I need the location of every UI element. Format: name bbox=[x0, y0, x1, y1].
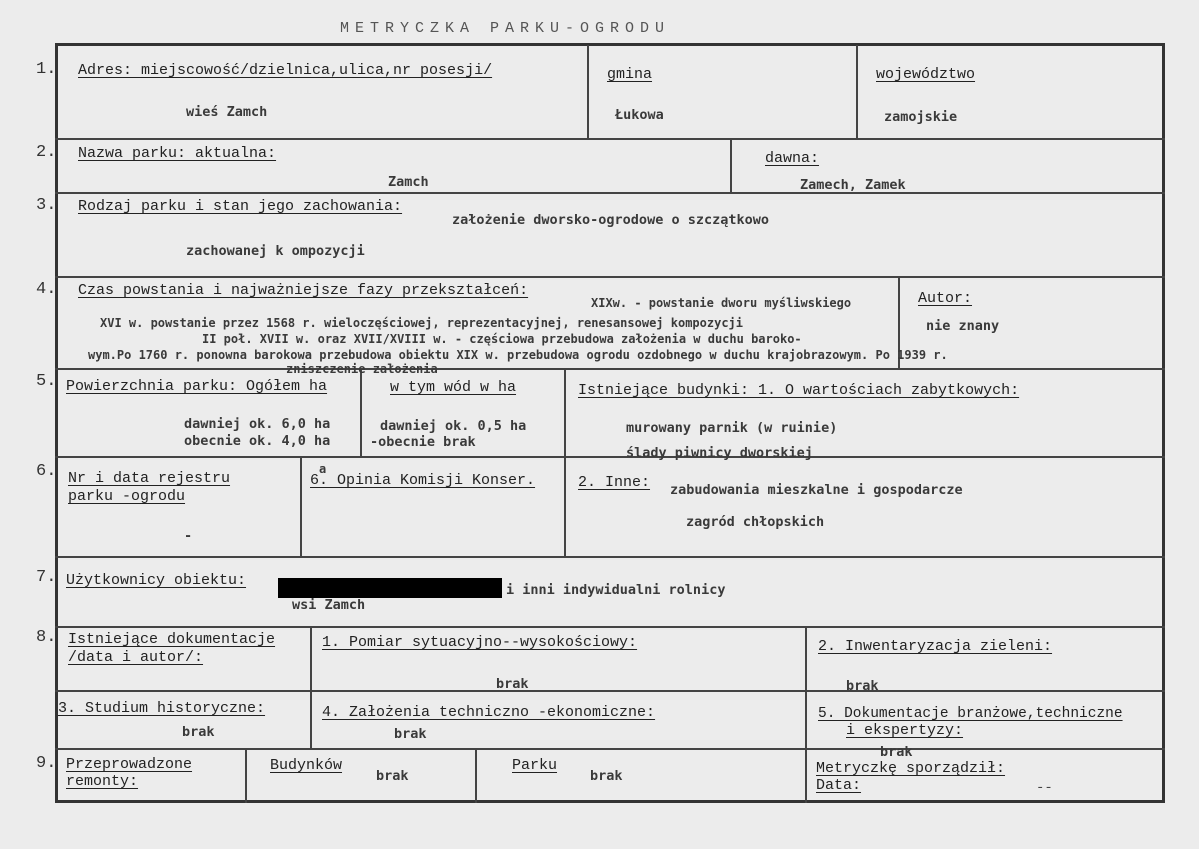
conservator-opinion-label: 6. Opinia Komisji Konser. bbox=[310, 472, 536, 489]
gmina-label: gmina bbox=[607, 66, 653, 83]
branch-documentation-value: brak bbox=[880, 744, 913, 760]
historic-building-value: murowany parnik (w ruinie) bbox=[626, 420, 838, 436]
row-number: 2. bbox=[36, 143, 57, 162]
water-area-label: w tym wód w ha bbox=[390, 379, 517, 396]
row-number: 1. bbox=[36, 60, 57, 79]
buildings-repairs-value: brak bbox=[376, 768, 409, 784]
technical-assumptions-label: 4. Założenia techniczno -ekonomiczne: bbox=[322, 704, 656, 721]
row-number: 6. bbox=[36, 462, 57, 481]
park-name-label: Nazwa parku: aktualna: bbox=[78, 145, 277, 162]
park-name-value: Zamch bbox=[388, 174, 429, 190]
prepared-by-label: Metryczkę sporządził: bbox=[816, 760, 1006, 777]
opinion-superscript: a bbox=[319, 462, 327, 476]
register-label: Nr i data rejestru bbox=[68, 470, 231, 487]
row-number: 8. bbox=[36, 628, 57, 647]
rule bbox=[55, 626, 1165, 628]
historic-building-value: ślady piwnicy dworskiej bbox=[626, 445, 813, 461]
survey-label: 1. Pomiar sytuacyjno--wysokościowy: bbox=[322, 634, 638, 651]
greenery-inventory-value: brak bbox=[846, 678, 879, 694]
rule bbox=[245, 748, 247, 803]
other-buildings-value: zabudowania mieszkalne i gospodarcze bbox=[670, 482, 963, 498]
park-repairs-label: Parku bbox=[512, 757, 558, 774]
documentation-label-cont: /data i autor/: bbox=[68, 649, 204, 666]
greenery-inventory-label: 2. Inwentaryzacja zieleni: bbox=[818, 638, 1053, 655]
rule bbox=[55, 748, 1165, 750]
rule bbox=[475, 748, 477, 803]
buildings-repairs-label: Budynków bbox=[270, 757, 343, 774]
other-buildings-value-cont: zagród chłopskich bbox=[686, 514, 825, 530]
park-type-value: założenie dworsko-ogrodowe o szczątkowo bbox=[452, 212, 769, 228]
history-phases-label: Czas powstania i najważniejsze fazy przekształceń: bbox=[78, 282, 529, 299]
documentation-label: Istniejące dokumentacje bbox=[68, 631, 276, 648]
rule bbox=[360, 368, 362, 456]
existing-buildings-label: Istniejące budynki: 1. O wartościach zabytkowych: bbox=[578, 382, 1020, 399]
rule bbox=[55, 368, 1165, 370]
date-label: Data: bbox=[816, 777, 862, 794]
repairs-label: Przeprowadzone bbox=[66, 756, 193, 773]
history-line: zniszczenie założenia bbox=[286, 362, 438, 376]
redaction-bar bbox=[278, 578, 502, 598]
voivodeship-value: zamojskie bbox=[884, 109, 958, 125]
other-buildings-label: 2. Inne: bbox=[578, 474, 651, 491]
rule bbox=[805, 626, 807, 803]
voivodeship-label: województwo bbox=[876, 66, 976, 83]
survey-value: brak bbox=[496, 676, 529, 692]
water-former-value: dawniej ok. 0,5 ha bbox=[380, 418, 527, 434]
row-number: 9. bbox=[36, 754, 57, 773]
row-number: 5. bbox=[36, 372, 57, 391]
rule bbox=[55, 276, 1165, 278]
history-line: XVI w. powstanie przez 1568 r. wieloczęściowej, reprezentacyjnej, renesansowej kompozycji bbox=[100, 316, 743, 330]
users-value-cont: wsi Zamch bbox=[292, 597, 366, 613]
branch-documentation-label: 5. Dokumentacje branżowe,techniczne bbox=[818, 706, 1123, 722]
technical-assumptions-value: brak bbox=[394, 726, 427, 742]
historical-study-value: brak bbox=[182, 724, 215, 740]
former-name-label: dawna: bbox=[765, 150, 820, 167]
park-area-label: Powierzchnia parku: Ogółem ha bbox=[66, 378, 328, 395]
rule bbox=[587, 45, 589, 138]
author-value: nie znany bbox=[926, 318, 1000, 334]
rule bbox=[300, 456, 302, 556]
address-value: wieś Zamch bbox=[186, 104, 268, 120]
area-former-value: dawniej ok. 6,0 ha bbox=[184, 416, 331, 432]
row-number: 4. bbox=[36, 280, 57, 299]
branch-documentation-label-cont: i ekspertyzy: bbox=[846, 722, 964, 739]
park-type-value-cont: zachowanej k ompozycji bbox=[186, 243, 365, 259]
rule bbox=[55, 192, 1165, 194]
park-repairs-value: brak bbox=[590, 768, 623, 784]
gmina-value: Łukowa bbox=[615, 107, 664, 123]
rule bbox=[55, 690, 1165, 692]
address-label: Adres: miejscowość/dzielnica,ulica,nr posesji/ bbox=[78, 62, 493, 79]
users-value: i inni indywidualni rolnicy bbox=[506, 582, 726, 598]
row-number: 7. bbox=[36, 568, 57, 587]
rule bbox=[55, 556, 1165, 558]
row-number: 3. bbox=[36, 196, 57, 215]
rule bbox=[55, 138, 1165, 140]
repairs-label-cont: remonty: bbox=[66, 773, 139, 790]
historical-study-label: 3. Studium historyczne: bbox=[58, 700, 266, 717]
history-line: XIXw. - powstanie dworu myśliwskiego bbox=[591, 296, 852, 310]
rule bbox=[856, 45, 858, 138]
stray-mark: -- bbox=[1036, 780, 1053, 796]
users-label: Użytkownicy obiektu: bbox=[66, 572, 247, 589]
history-line: wym.Po 1760 r. ponowna barokowa przebudowa obiektu XIX w. przebudowa ogrodu ozdobnego w duchu krajobrazowym. Po 1939 r. bbox=[88, 348, 948, 362]
history-line: II poł. XVII w. oraz XVII/XVIII w. - częściowa przebudowa założenia w duchu baroko- bbox=[202, 332, 802, 346]
area-current-value: obecnie ok. 4,0 ha bbox=[184, 433, 331, 449]
rule bbox=[310, 626, 312, 748]
rule bbox=[730, 138, 732, 192]
former-name-value: Zamech, Zamek bbox=[800, 177, 906, 193]
register-label-cont: parku -ogrodu bbox=[68, 488, 186, 505]
register-value: - bbox=[184, 528, 193, 544]
park-type-label: Rodzaj parku i stan jego zachowania: bbox=[78, 198, 403, 215]
document-title: METRYCZKA PARKU-OGRODU bbox=[340, 20, 671, 37]
rule bbox=[564, 368, 566, 556]
author-label: Autor: bbox=[918, 290, 973, 307]
rule bbox=[55, 456, 1165, 458]
water-current-value: -obecnie brak bbox=[370, 434, 476, 450]
